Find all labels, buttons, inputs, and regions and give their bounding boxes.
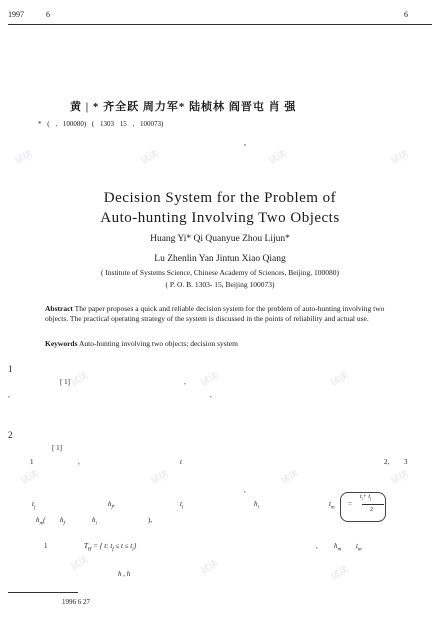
title-line-1: Decision System for the Problem of — [103, 190, 337, 206]
var-h-i-2: $h_i$ — [92, 516, 97, 527]
sec2-line1-ref-b: 3 — [404, 458, 408, 466]
abstract-text: The paper proposes a quick and reliable decision system for the problem of auto-hunting involving two objects. The practical operating strategy of the system is discussed in the points of reliability and actual use. — [45, 304, 385, 323]
section-1-punct-3: , — [210, 391, 212, 399]
watermark: 试读 — [139, 148, 161, 167]
var-t-j: $t_j$ — [32, 500, 36, 511]
title-line-2: Auto-hunting Involving Two Objects — [100, 210, 340, 226]
abstract-label: Abstract — [45, 304, 73, 313]
section-2-citation: [ 1] — [52, 444, 62, 452]
watermark: 试读 — [329, 564, 351, 583]
sec2-line3-close: ), — [148, 516, 153, 524]
received-date: 1996 6 27 — [62, 598, 90, 606]
sec2-line1-ref-a: 2, — [384, 458, 390, 466]
affiliation-cn-mark: , — [244, 138, 246, 147]
watermark: 试读 — [69, 554, 91, 573]
sec2-line5-vars: h , h — [118, 570, 131, 578]
watermark: 试读 — [267, 148, 289, 167]
authors-en-2: Lu Zhenlin Yan Jintun Xiao Qiang — [154, 254, 286, 264]
sec2-line4-num: 1 — [44, 542, 48, 550]
section-1-number: 1 — [8, 364, 13, 374]
var-h-m-2: $h_m$ — [334, 542, 342, 553]
watermark: 试读 — [389, 468, 411, 487]
watermark: 试读 — [149, 468, 171, 487]
sec2-line4-punct: , — [316, 542, 318, 550]
header-rule — [8, 24, 432, 25]
formula-fraction-line — [362, 504, 384, 505]
keywords-text: Auto-hunting involving two objects; decision system — [78, 339, 238, 348]
watermark: 试读 — [13, 148, 35, 167]
watermark: 试读 — [19, 468, 41, 487]
sec2-line1-punct: , — [78, 458, 80, 466]
affiliation-cn: * ( , 100080) ( 1303 15 , 100073) — [38, 120, 164, 128]
journal-year: 1997 — [8, 10, 24, 19]
var-h-m: $h_m$( — [36, 516, 46, 527]
watermark: 试读 — [329, 370, 351, 389]
section-1-punct-2: , — [8, 391, 10, 399]
formula-denominator: 2 — [370, 507, 373, 513]
watermark: 试读 — [279, 468, 301, 487]
var-t-m: $t_m$ — [329, 500, 335, 511]
var-h-f-2: $h_f$ — [60, 516, 65, 527]
sec2-line1-var-t: t — [180, 458, 182, 466]
var-h-f: $h_f$, — [108, 500, 115, 511]
watermark: 试读 — [69, 370, 91, 389]
var-t-m-2: $t_m$ — [356, 542, 362, 553]
section-1-citation: [ 1] — [60, 378, 70, 386]
affiliation-en-1: ( Institute of Systems Science, Chinese Academy of Sciences, Beijing, 100080) — [100, 268, 340, 277]
watermark: 试读 — [199, 558, 221, 577]
sec2-line1-num: 1 — [30, 458, 34, 466]
formula-set-T: $T_H$ = { t: $t_f \le t \le t_i$} — [84, 542, 137, 553]
keywords-label: Keywords — [45, 339, 78, 348]
sec2-line2-punct: , — [244, 486, 246, 494]
var-h-i: $h_i$ — [254, 500, 259, 511]
authors-cn: 黄 | * 齐全跃 周力军* 陆桢林 阎晋屯 肖 强 — [70, 101, 297, 113]
section-1-punct-1: , — [184, 378, 186, 386]
watermark: 试读 — [389, 148, 411, 167]
formula-numerator: $t_i+ t_j$ — [360, 494, 372, 502]
journal-issue: 6 — [46, 10, 50, 19]
page-number: 6 — [404, 10, 408, 19]
keywords — [45, 339, 385, 349]
section-2-number: 2 — [8, 430, 13, 440]
var-t-i: $t_i$ — [180, 500, 184, 511]
authors-en-1: Huang Yi* Qi Quanyue Zhou Lijun* — [150, 234, 290, 244]
watermark: 试读 — [199, 370, 221, 389]
footnote-rule — [8, 592, 78, 593]
formula-equals: = — [348, 500, 352, 508]
abstract — [45, 304, 385, 324]
affiliation-en-2: ( P. O. B. 1303- 15, Beijing 100073) — [165, 280, 275, 289]
